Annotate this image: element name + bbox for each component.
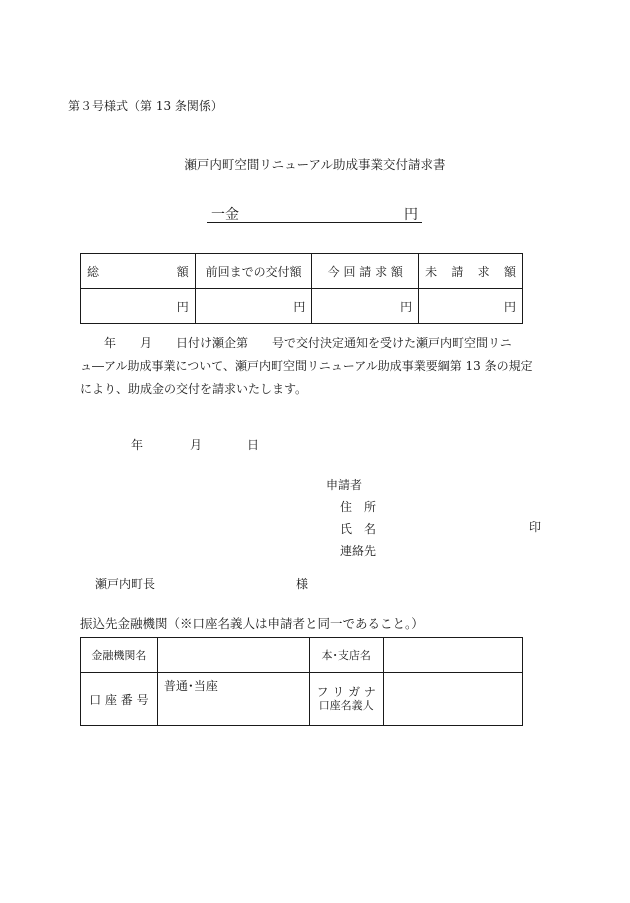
yen-unit: 円 bbox=[176, 299, 189, 314]
amount-unit: 円 bbox=[404, 207, 418, 223]
header-previous-label: 前回までの交付額 bbox=[205, 264, 302, 279]
date-day: 日 bbox=[247, 438, 260, 452]
applicant-address-label: 住 所 bbox=[340, 500, 377, 514]
bank-heading: 振込先金融機関（※口座名義人は申請者と同一であること。） bbox=[80, 616, 424, 631]
account-number-label: 口 座 番 号 bbox=[81, 673, 158, 726]
addressee-name: 瀬戸内町長 bbox=[95, 577, 156, 591]
header-remaining-char: 額 bbox=[503, 264, 516, 279]
body-line: 年 月 日付け瀬企第 号で交付決定通知を受けた瀬戸内町空間リニ bbox=[80, 336, 512, 350]
header-remaining-char: 未 bbox=[425, 264, 438, 279]
table-row bbox=[81, 289, 523, 324]
seal-mark: 印 bbox=[529, 520, 542, 534]
date-year: 年 bbox=[131, 438, 144, 452]
holder-label: 口座名義人 bbox=[318, 699, 374, 712]
bank-table bbox=[80, 637, 523, 726]
amount-line bbox=[207, 204, 422, 223]
yen-unit: 円 bbox=[503, 299, 516, 314]
table-row bbox=[81, 254, 523, 289]
institution-field[interactable] bbox=[157, 638, 309, 673]
header-current-label: 今 回 請 求 額 bbox=[327, 264, 403, 279]
amounts-table bbox=[80, 253, 523, 324]
header-remaining-char: 請 bbox=[451, 264, 464, 279]
previous-amount-cell[interactable] bbox=[195, 289, 312, 324]
body-line: により、助成金の交付を請求いたします。 bbox=[80, 382, 308, 396]
institution-label: 金融機関名 bbox=[81, 638, 158, 673]
header-remaining bbox=[419, 254, 523, 289]
holder-field[interactable] bbox=[383, 673, 522, 726]
furigana-label: フ リ ガ ナ bbox=[316, 685, 376, 699]
table-row bbox=[81, 673, 523, 726]
total-amount-cell[interactable] bbox=[81, 289, 196, 324]
branch-field[interactable] bbox=[383, 638, 522, 673]
addressee-honorific: 様 bbox=[296, 577, 309, 591]
header-total-right: 額 bbox=[176, 264, 189, 279]
applicant-label: 申請者 bbox=[326, 478, 363, 492]
date-month: 月 bbox=[190, 438, 203, 452]
header-previous bbox=[195, 254, 312, 289]
branch-label: 本･支店名 bbox=[309, 638, 383, 673]
header-total-left: 総 bbox=[87, 264, 100, 279]
form-number: 第３号様式（第 13 条関係） bbox=[68, 99, 223, 113]
applicant-name-label: 氏 名 bbox=[340, 522, 377, 536]
yen-unit: 円 bbox=[400, 299, 413, 314]
header-remaining-char: 求 bbox=[477, 264, 490, 279]
header-total bbox=[81, 254, 196, 289]
document-title: 瀬戸内町空間リニューアル助成事業交付請求書 bbox=[184, 157, 446, 172]
yen-unit: 円 bbox=[293, 299, 306, 314]
remaining-amount-cell[interactable] bbox=[419, 289, 523, 324]
applicant-block bbox=[326, 474, 376, 562]
header-current bbox=[312, 254, 419, 289]
body-text bbox=[80, 332, 550, 401]
amount-prefix: 一金 bbox=[211, 207, 239, 223]
table-row bbox=[81, 638, 523, 673]
current-amount-cell[interactable] bbox=[312, 289, 419, 324]
applicant-contact-label: 連絡先 bbox=[340, 544, 377, 558]
holder-label-cell bbox=[309, 673, 383, 726]
body-line: ュ―アル助成事業について、瀬戸内町空間リニューアル助成事業要綱第 13 条の規定 bbox=[80, 359, 533, 373]
account-number-field[interactable] bbox=[157, 673, 309, 726]
account-type-options: 普通･当座 bbox=[163, 679, 218, 693]
